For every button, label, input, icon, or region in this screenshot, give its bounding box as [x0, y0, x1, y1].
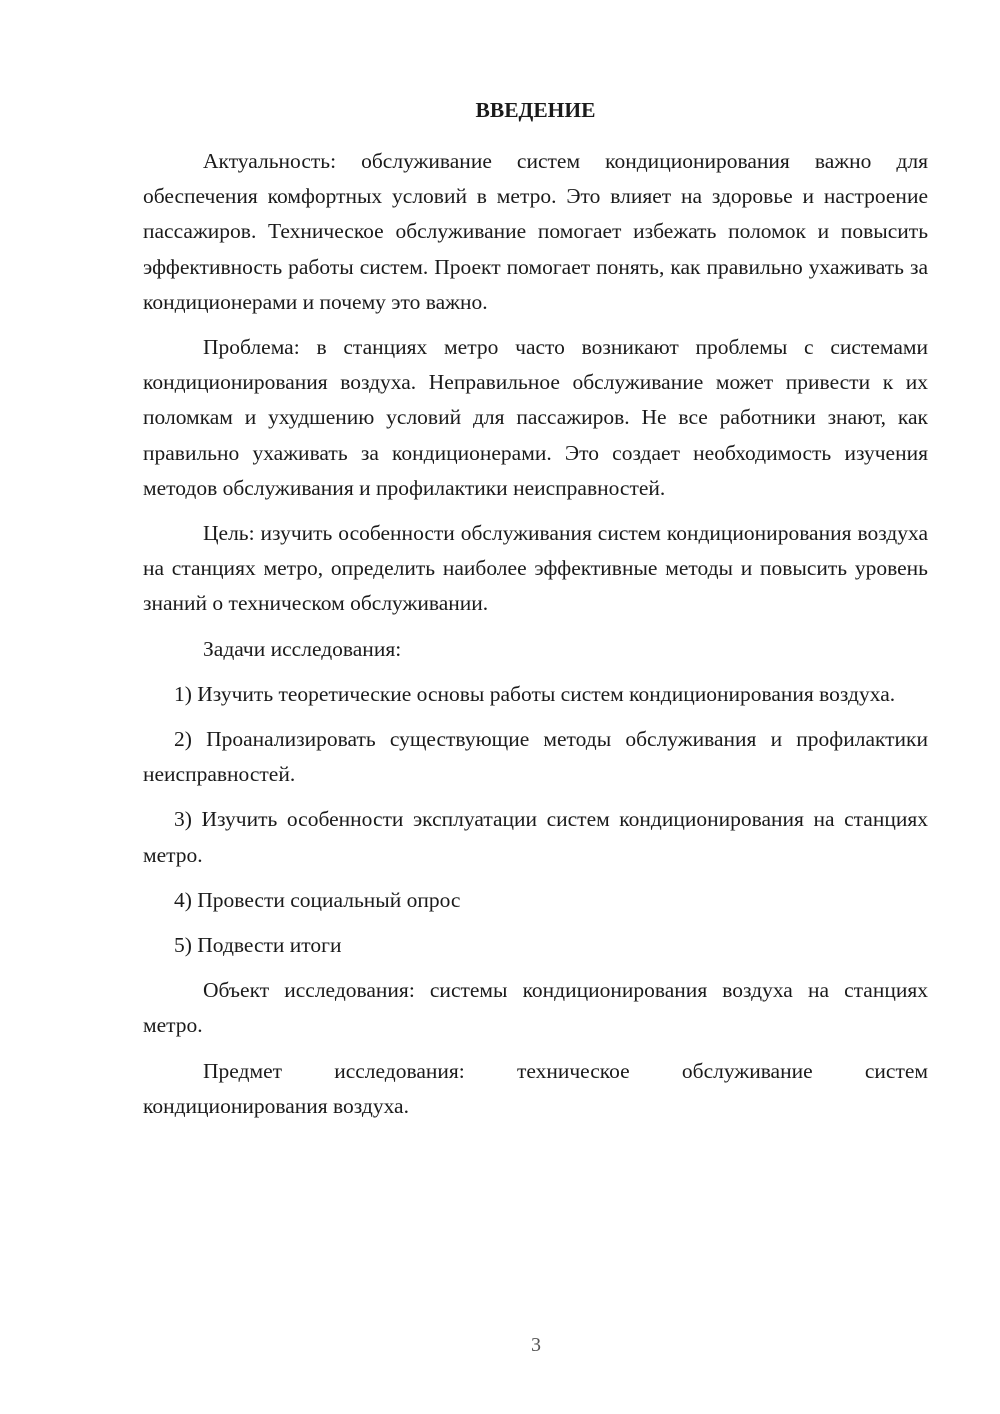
paragraph-problem: Проблема: в станциях метро часто возникают проблемы с системами кондиционирования воздуха. Неправильное обслуживание может привести к их поломкам и ухудшению условий для пассажиров. Не все работники знают, как правильно ухаживать за кондиционерами. Это создает необходимость изучения методов обслуживания и профилактики неисправностей.	[143, 335, 928, 500]
paragraph-object: Объект исследования: системы кондиционирования воздуха на станциях метро.	[143, 978, 928, 1038]
task-item-2: 2) Проанализировать существующие методы обслуживания и профилактики неисправностей.	[143, 727, 928, 787]
paragraph-relevance: Актуальность: обслуживание систем кондиционирования важно для обеспечения комфортных условий в метро. Это влияет на здоровье и настроение пассажиров. Техническое обслуживание помогает избежать поломок и повысить эффективность работы систем. Проект помогает понять, как правильно ухаживать за кондиционерами и почему это важно.	[143, 149, 928, 314]
task-item-1: 1) Изучить теоретические основы работы систем кондиционирования воздуха.	[174, 681, 896, 706]
paragraph-subject: Предмет исследования: техническое обслуживание систем кондиционирования воздуха.	[143, 1058, 928, 1118]
task-item-5: 5) Подвести итоги	[174, 933, 342, 958]
page-number: 3	[531, 1334, 541, 1356]
document-page	[143, 96, 928, 1134]
paragraph-goal: Цель: изучить особенности обслуживания систем кондиционирования воздуха на станциях метро, определить наиболее эффективные методы и повысить уровень знаний о техническом обслуживании.	[143, 521, 928, 616]
task-item-3: 3) Изучить особенности эксплуатации систем кондиционирования на станциях метро.	[143, 807, 928, 867]
section-heading: ВВЕДЕНИЕ	[475, 98, 596, 122]
tasks-title: Задачи исследования:	[203, 636, 402, 661]
task-item-4: 4) Провести социальный опрос	[174, 887, 461, 912]
